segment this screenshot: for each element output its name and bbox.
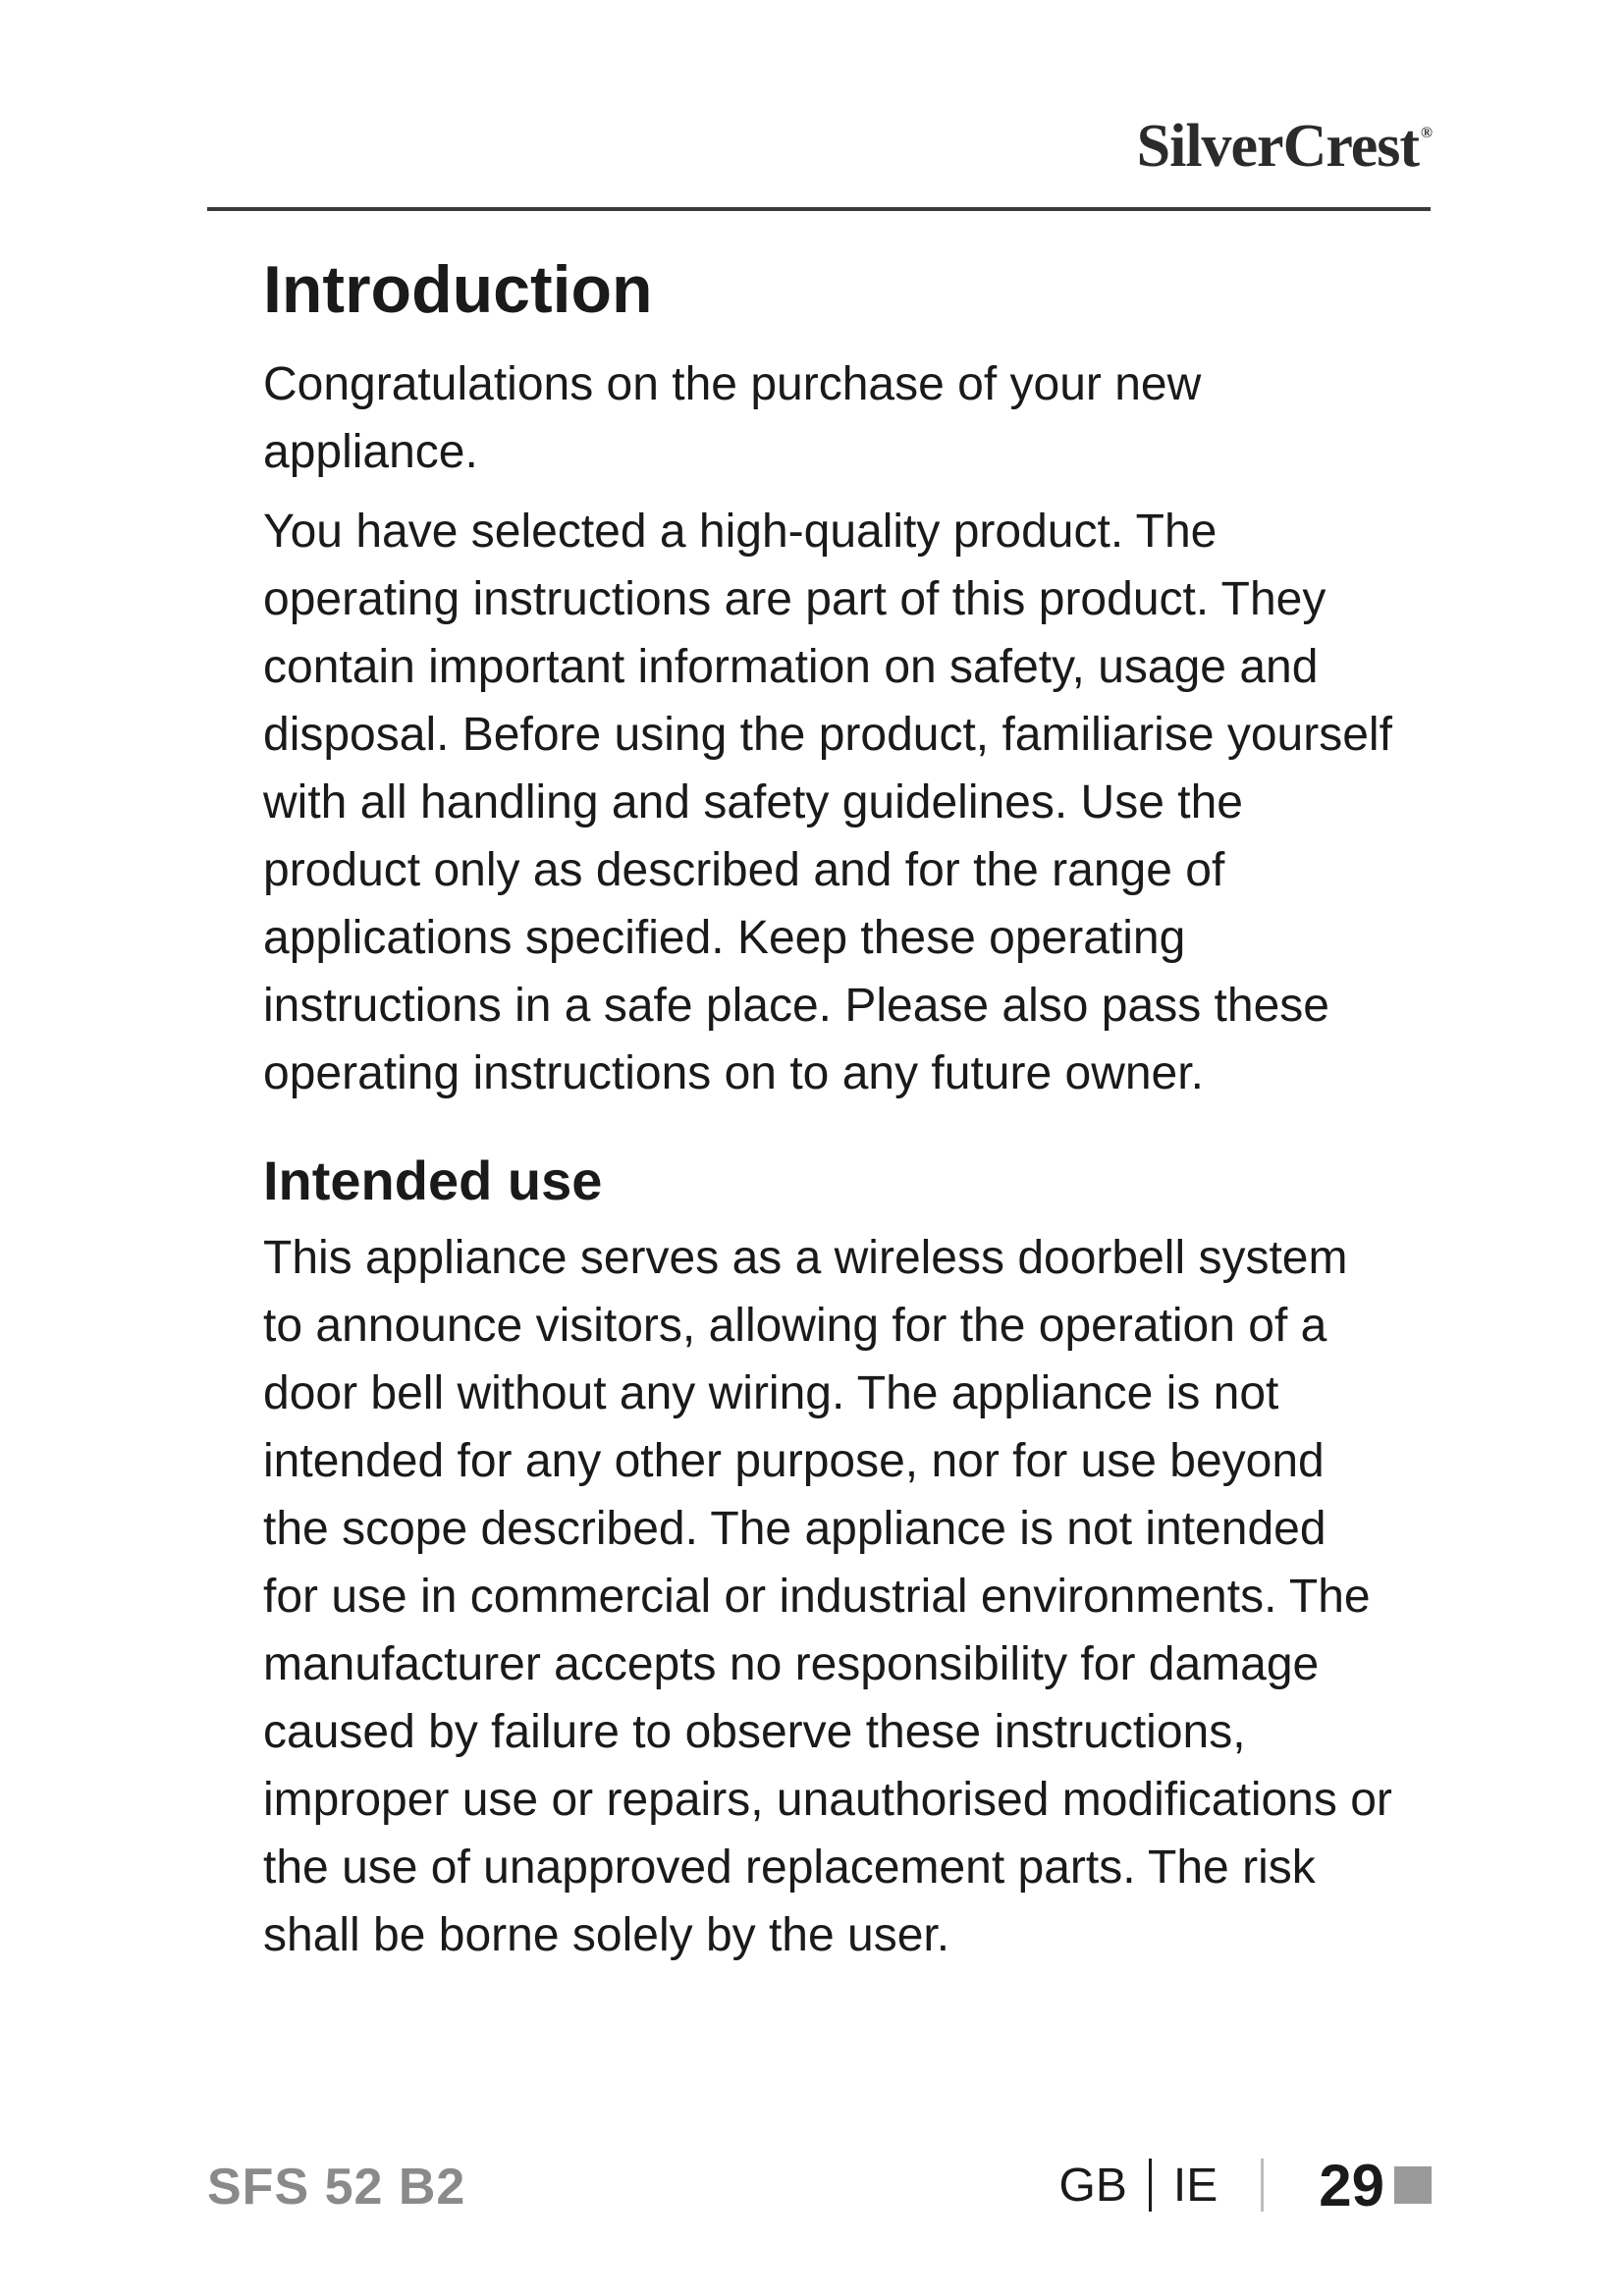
header-rule (207, 207, 1431, 211)
intro-paragraph-2: You have selected a high-quality product. The operating instructions are part of this product. They contain important information on safety, usage and disposal. Before using the product, familiarise yourself with all handling and safety guidelines. Use the product only as described and for the range of applications specified. Keep these operating instructions in a safe place. Please also pass these operating instructions on to any future owner. (263, 505, 1392, 1099)
footer-separator (1149, 2159, 1152, 2212)
page-marker-square-icon (1394, 2166, 1432, 2204)
country-ie: IE (1172, 2159, 1218, 2212)
introduction-heading: Introduction (263, 252, 653, 327)
page-number: 29 (1319, 2152, 1384, 2218)
intended-use-heading: Intended use (263, 1148, 603, 1211)
model-number: SFS 52 B2 (207, 2159, 466, 2216)
footer-separator-light (1261, 2159, 1264, 2212)
page-footer (207, 2152, 1432, 2218)
registered-mark: ® (1421, 125, 1432, 141)
intended-use-paragraph: This appliance serves as a wireless doorbell system to announce visitors, allowing for the operation of a door bell without any wiring. The appliance is not intended for any other purpose, nor for use beyond the scope described. The appliance is not intended for use in commercial or industrial environments. The manufacturer accepts no responsibility for damage caused by failure to observe these instructions, improper use or repairs, unauthorised modifications or the use of unapproved replacement parts. The risk shall be borne solely by the user. (263, 1232, 1392, 1962)
footer-locale-page (1058, 2152, 1432, 2218)
country-gb: GB (1058, 2159, 1127, 2212)
page-content (263, 253, 1392, 1981)
intro-paragraph-1: Congratulations on the purchase of your new appliance. (263, 357, 1202, 478)
brand-logo (1136, 113, 1432, 180)
brand-name: SilverCrest (1136, 113, 1420, 180)
